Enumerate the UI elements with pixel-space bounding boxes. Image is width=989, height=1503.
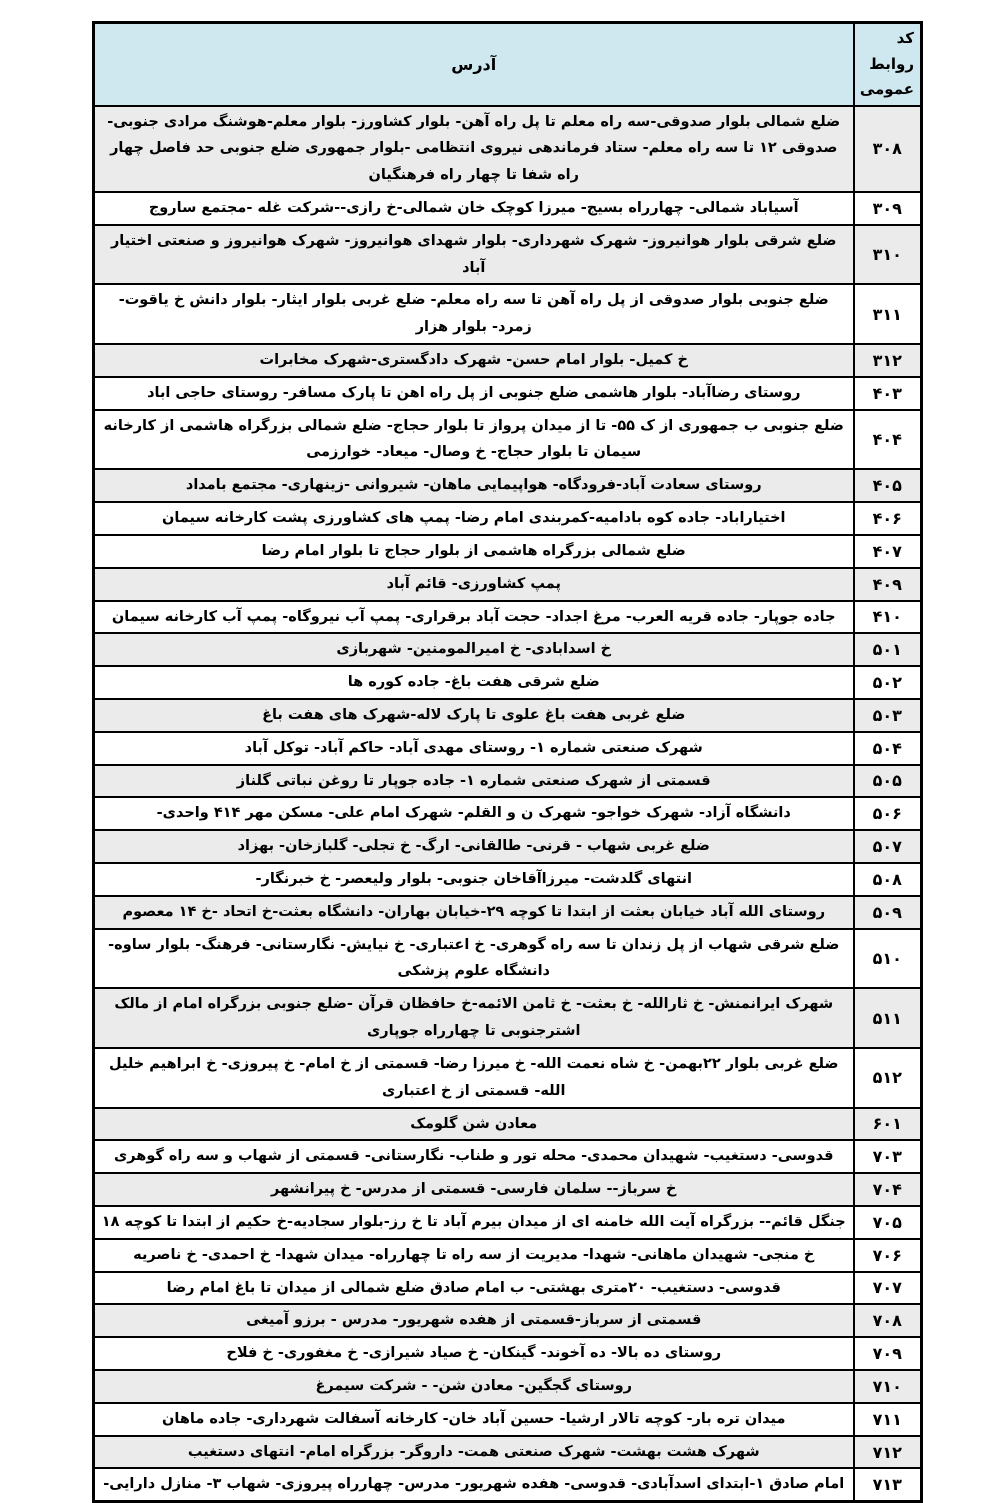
row-code: ۷۰۹ <box>854 1337 922 1370</box>
row-code: ۳۱۰ <box>854 225 922 285</box>
table-row <box>94 896 922 929</box>
row-address: ضلع شمالی بلوار صدوقی-سه راه معلم تا پل راه آهن- بلوار کشاورز- بلوار معلم-هوشنگ مرادی جنوبی- صدوقی ۱۲ تا سه راه معلم- ستاد فرماندهی نیروی انتظامی -بلوار جمهوری ضلع جنوبی حد فاصل چهار راه شفا تا چهار راه فرهنگیان <box>94 106 854 192</box>
row-address: شهرک ایرانمنش- خ ثارالله- خ بعثت- خ ثامن الائمه-خ حافظان قرآن -ضلع جنوبی بزرگراه امام از مالک اشترجنوبی تا چهارراه جوپاری <box>94 988 854 1048</box>
row-address: خ اسدابادی- خ امیرالمومنین- شهربازی <box>94 633 854 666</box>
row-address: ضلع جنوبی ب جمهوری از ک ۵۵- تا از میدان پرواز تا بلوار حجاج- ضلع شمالی بزرگراه هاشمی از کارخانه سیمان تا بلوار حجاج- خ وصال- میعاد- خوارزمی <box>94 410 854 470</box>
row-address: خ کمیل- بلوار امام حسن- شهرک دادگستری-شهرک مخابرات <box>94 344 854 377</box>
row-address: ضلع جنوبی بلوار صدوقی از پل راه آهن تا سه راه معلم- ضلع غربی بلوار ایثار- بلوار دانش خ یاقوت- زمرد- بلوار هزار <box>94 284 854 344</box>
table-row <box>94 732 922 765</box>
row-address: ضلع غربی هفت باغ علوی تا پارک لاله-شهرک های هفت باغ <box>94 699 854 732</box>
table-row <box>94 344 922 377</box>
row-address: قدوسی- دستغیب- ۲۰متری بهشتی- ب امام صادق ضلع شمالی از میدان تا باغ امام رضا <box>94 1272 854 1305</box>
row-address: دانشگاه آزاد- شهرک خواجو- شهرک ن و القلم- شهرک امام علی- مسکن مهر ۴۱۴ واحدی- <box>94 797 854 830</box>
row-address: انتهای گلدشت- میرزاآقاخان جنوبی- بلوار ولیعصر- خ خبرنگار- <box>94 863 854 896</box>
table-row <box>94 1436 922 1469</box>
row-code: ۷۰۷ <box>854 1272 922 1305</box>
row-address: ضلع شرقی هفت باغ- جاده کوره ها <box>94 666 854 699</box>
row-address: ضلع شمالی بزرگراه هاشمی از بلوار حجاج تا بلوار امام رضا <box>94 535 854 568</box>
row-address: ضلع غربی بلوار ۲۲بهمن- خ شاه نعمت الله- خ میرزا رضا- قسمتی از خ امام- خ پیروزی- خ ابراهیم خلیل الله- قسمتی از خ اعتباری <box>94 1048 854 1108</box>
row-code: ۳۰۸ <box>854 106 922 192</box>
table-row <box>94 666 922 699</box>
row-code: ۴۱۰ <box>854 601 922 634</box>
row-address: ضلع شرقی بلوار هوانیروز- شهرک شهرداری- بلوار شهدای هوانیروز- شهرک هوانیروز و صنعتی اختیار آباد <box>94 225 854 285</box>
row-address: خ سرباز-- سلمان فارسی- قسمتی از مدرس- خ پیرانشهر <box>94 1173 854 1206</box>
table-row <box>94 863 922 896</box>
table-row <box>94 601 922 634</box>
table-row <box>94 192 922 225</box>
table-row <box>94 1468 922 1501</box>
table-row <box>94 1272 922 1305</box>
table-row <box>94 1370 922 1403</box>
table-row <box>94 929 922 989</box>
row-address: امام صادق ۱-ابتدای اسدآبادی- قدوسی- هفده شهریور- مدرس- چهارراه پیروزی- شهاب ۳- منازل دارایی- <box>94 1468 854 1501</box>
table-row <box>94 225 922 285</box>
table-body <box>94 106 922 1502</box>
table-row <box>94 502 922 535</box>
table-row <box>94 699 922 732</box>
row-address: شهرک هشت بهشت- شهرک صنعتی همت- داروگر- بزرگراه امام- انتهای دستغیب <box>94 1436 854 1469</box>
row-code: ۴۰۵ <box>854 469 922 502</box>
row-address: اختیاراباد- جاده کوه بادامیه-کمربندی امام رضا- پمپ های کشاورزی پشت کارخانه سیمان <box>94 502 854 535</box>
row-code: ۴۰۷ <box>854 535 922 568</box>
row-address: روستای رضاآباد- بلوار هاشمی ضلع جنوبی از پل راه اهن تا پارک مسافر- روستای حاجی اباد <box>94 377 854 410</box>
row-code: ۷۰۵ <box>854 1206 922 1239</box>
table-row <box>94 377 922 410</box>
table-row <box>94 535 922 568</box>
table-row <box>94 633 922 666</box>
row-address: قسمتی از سرباز-قسمتی از هفده شهریور- مدرس - برزو آمیغی <box>94 1304 854 1337</box>
row-address: پمپ کشاورزی- قائم آباد <box>94 568 854 601</box>
row-address: روستای سعادت آباد-فرودگاه- هواپیمایی ماهان- شیروانی -زینهاری- مجتمع بامداد <box>94 469 854 502</box>
row-code: ۵۰۱ <box>854 633 922 666</box>
table-row <box>94 284 922 344</box>
row-address: قسمتی از شهرک صنعتی شماره ۱- جاده جوپار تا روغن نباتی گلناز <box>94 765 854 798</box>
table-row <box>94 106 922 192</box>
row-address: خ منجی- شهیدان ماهانی- شهدا- مدیریت از سه راه تا چهارراه- میدان شهدا- خ احمدی- خ ناصریه <box>94 1239 854 1272</box>
header-cell-code: کد روابط عمومی <box>854 23 922 106</box>
row-code: ۳۱۲ <box>854 344 922 377</box>
table-row <box>94 797 922 830</box>
row-address: روستای الله آباد خیابان بعثت از ابتدا تا کوچه ۲۹-خیابان بهاران- دانشگاه بعثت-خ اتحاد -خ ۱۴ معصوم <box>94 896 854 929</box>
table-row <box>94 1206 922 1239</box>
table-row <box>94 568 922 601</box>
row-code: ۵۰۶ <box>854 797 922 830</box>
row-code: ۳۰۹ <box>854 192 922 225</box>
row-address: روستای ده بالا- ده آخوند- گینکان- خ صیاد شیرازی- خ مغفوری- خ فلاح <box>94 1337 854 1370</box>
row-code: ۵۱۲ <box>854 1048 922 1108</box>
row-code: ۷۱۱ <box>854 1403 922 1436</box>
row-code: ۷۰۴ <box>854 1173 922 1206</box>
row-address: روستای گجگین- معادن شن- - شرکت سیمرغ <box>94 1370 854 1403</box>
row-code: ۵۰۷ <box>854 830 922 863</box>
row-code: ۴۰۹ <box>854 568 922 601</box>
row-code: ۷۱۰ <box>854 1370 922 1403</box>
row-code: ۷۰۸ <box>854 1304 922 1337</box>
row-address: معادن شن گلومک <box>94 1108 854 1141</box>
header-cell-address: آدرس <box>94 23 854 106</box>
row-code: ۷۰۳ <box>854 1140 922 1173</box>
row-code: ۵۰۹ <box>854 896 922 929</box>
row-code: ۳۱۱ <box>854 284 922 344</box>
row-code: ۷۱۳ <box>854 1468 922 1501</box>
table-row <box>94 765 922 798</box>
row-code: ۵۰۵ <box>854 765 922 798</box>
row-code: ۵۰۲ <box>854 666 922 699</box>
row-code: ۶۰۱ <box>854 1108 922 1141</box>
row-code: ۵۰۳ <box>854 699 922 732</box>
table-row <box>94 410 922 470</box>
row-address: جنگل قائم-- بزرگراه آیت الله خامنه ای از میدان بیرم آباد تا خ رز-بلوار سجادیه-خ حکیم از ابتدا تا کوچه ۱۸ <box>94 1206 854 1239</box>
table-row <box>94 469 922 502</box>
row-address: ضلع شرقی شهاب از پل زندان تا سه راه گوهری- خ اعتباری- خ نیایش- نگارستانی- فرهنگ- بلوار ساوه- دانشگاه علوم پزشکی <box>94 929 854 989</box>
row-address: آسیاباد شمالی- چهارراه بسیج- میرزا کوچک خان شمالی-خ رازی--شرکت غله -مجتمع ساروج <box>94 192 854 225</box>
row-code: ۴۰۶ <box>854 502 922 535</box>
table-row <box>94 1173 922 1206</box>
row-code: ۴۰۳ <box>854 377 922 410</box>
table-row <box>94 1403 922 1436</box>
table-row <box>94 830 922 863</box>
table-row <box>94 1304 922 1337</box>
public-relations-code-table <box>92 21 923 1503</box>
table-row <box>94 1239 922 1272</box>
table-row <box>94 988 922 1048</box>
row-address: ضلع غربی شهاب - قرنی- طالقانی- ارگ- خ تجلی- گلبازخان- بهزاد <box>94 830 854 863</box>
row-code: ۵۰۸ <box>854 863 922 896</box>
header-row <box>94 23 922 106</box>
row-code: ۵۰۴ <box>854 732 922 765</box>
row-code: ۴۰۴ <box>854 410 922 470</box>
row-code: ۵۱۱ <box>854 988 922 1048</box>
row-code: ۷۱۲ <box>854 1436 922 1469</box>
row-address: قدوسی- دستغیب- شهیدان محمدی- محله تور و طناب- نگارستانی- قسمتی از شهاب و سه راه گوهری <box>94 1140 854 1173</box>
table-row <box>94 1048 922 1108</box>
row-address: میدان تره بار- کوچه تالار ارشیا- حسین آباد خان- کارخانه آسفالت شهرداری- جاده ماهان <box>94 1403 854 1436</box>
table-header <box>94 23 922 106</box>
row-address: جاده جوپار- جاده قریه العرب- مرغ اجداد- حجت آباد برقراری- پمپ آب نیروگاه- پمپ آب کارخانه سیمان <box>94 601 854 634</box>
table-row <box>94 1140 922 1173</box>
table-row <box>94 1337 922 1370</box>
row-address: شهرک صنعتی شماره ۱- روستای مهدی آباد- حاکم آباد- توکل آباد <box>94 732 854 765</box>
row-code: ۵۱۰ <box>854 929 922 989</box>
table-row <box>94 1108 922 1141</box>
row-code: ۷۰۶ <box>854 1239 922 1272</box>
